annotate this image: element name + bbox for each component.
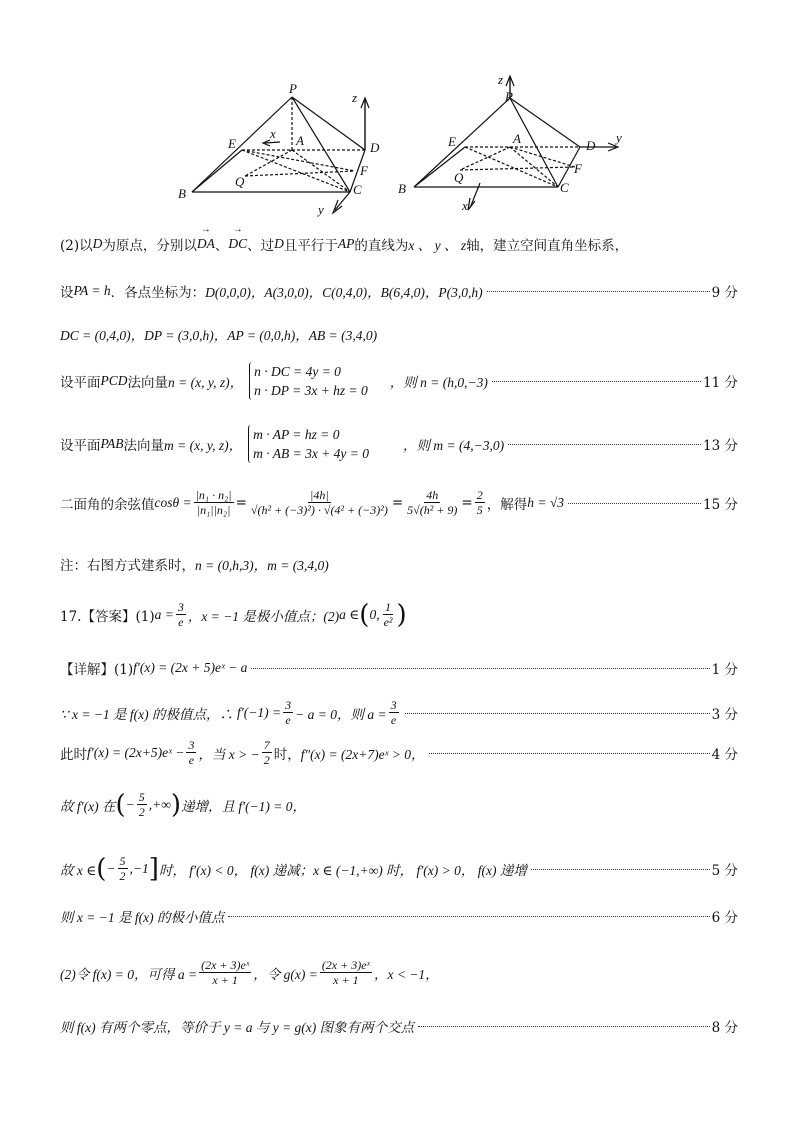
- pab-system: m · AP = hz = 0 m · AB = 3x + 4y = 0: [248, 425, 369, 463]
- coords-line: 设 PA = h ．各点坐标为： D(0,0,0)，A(3,0,0)，C(0,4,0)，B(6,4,0)，P(3,0,h) 9 分: [60, 283, 738, 301]
- dot-leader: [418, 1025, 709, 1027]
- label-x: x: [270, 126, 276, 141]
- vec-DC: → DC: [228, 236, 247, 252]
- normal-pcd: 设平面 PCD 法向量 n = (x, y, z)， n · DC = 4y = 0 n · DP = 3x + hz = 0 ，则 n = (h,0,−3) 11 分: [60, 364, 738, 398]
- label-y: y: [616, 130, 622, 145]
- score: 5 分: [711, 862, 738, 879]
- normal-pab: 设平面 PAB 法向量 m = (x, y, z)， m · AP = hz = 0 m · AB = 3x + 4y = 0 ，则 m = (4,−3,0) 13 分: [60, 427, 738, 461]
- detail-4: 故 f′(x) 在 ( − $\frac{5}{2}$ ,+∞ ) 递增，且 f′(−1) = 0，: [60, 789, 307, 820]
- label-Q: Q: [235, 174, 245, 189]
- label-C: C: [353, 182, 362, 197]
- dot-leader: [492, 380, 701, 382]
- figure-right-pyramid: [390, 70, 630, 220]
- dot-leader: [405, 712, 710, 714]
- detail-6: 则 x = −1 是 f(x) 的极小值点 6 分: [60, 906, 738, 926]
- detail-3: 此时 f′(x) = (2x+5)eˣ − $\frac{3}{e}$ ，当 x > − $\frac{7}{2}$ 时， f″(x) = (2x+7)eˣ > 0， 4 分: [60, 738, 738, 767]
- label-E: E: [228, 136, 236, 151]
- dot-leader: [429, 752, 710, 754]
- label-D: D: [586, 138, 596, 153]
- detail-5: 故 x ∈ ( − $\frac{5}{2}$ ,−1 ] 时， f′(x) < 0， f(x) 递减；x ∈ (−1,+∞) 时， f′(x) > 0， f(x) 递增 5 分: [60, 853, 738, 884]
- label-C: C: [560, 180, 569, 195]
- label-A: A: [513, 131, 521, 146]
- label-Q: Q: [454, 170, 464, 185]
- q17-answer: 17.【答案】(1) a = $\frac{3}{e}$ ，x = −1 是极小值点；(2) a ∈ ( 0, $\frac{1}{\text{e²}}$ ): [60, 599, 407, 630]
- label-P: P: [289, 81, 297, 96]
- vectors-line: DC = (0,4,0)，DP = (3,0,h)，AP = (0,0,h)，AB = (3,4,0): [60, 328, 378, 343]
- detail-8: 则 f(x) 有两个零点，等价于 y = a 与 y = g(x) 图象有两个交点 8 分: [60, 1016, 738, 1036]
- label-F: F: [360, 163, 368, 178]
- score: 4 分: [711, 746, 738, 763]
- dot-leader: [531, 868, 710, 870]
- cos-frac-2: $\frac{|4h|}{\text{√(h² + (−3)²) · √(4² + (−3)²)}}$: [250, 488, 388, 517]
- dot-leader: [508, 443, 701, 445]
- score: 15 分: [703, 496, 738, 513]
- p2-line: (2)以 D 为原点，分别以 → DA 、 → DC 、过 D 且平行于 AP 的直线为 x 、 y 、 z 轴，建立空间直角坐标系，: [60, 234, 738, 254]
- detail-2: ∵ x = −1 是 f(x) 的极值点，∴ f′(−1) = $\frac{3}{e}$ − a = 0，则 a = $\frac{3}{e}$ 3 分: [60, 698, 738, 727]
- dot-leader: [228, 915, 709, 917]
- dot-leader: [568, 502, 701, 504]
- dot-leader: [251, 667, 709, 669]
- cosine-line: 二面角的余弦值 cosθ = $\frac{\text{|n₁ · n₂|}}{\text{|n₁||n₂|}}$ = $\frac{|4h|}{\text{√(h² + (−3)²) · √(4² + (−3)²)}}$ = $\frac{4h}{\text{5√(h² + 9)}}$ = $\frac{2}{5}$ ，解得 h = √3 15 分: [60, 488, 738, 517]
- cos-frac-3: $\frac{4h}{\text{5√(h² + 9)}}$: [407, 488, 458, 517]
- label-z: z: [352, 90, 358, 105]
- score: 11 分: [703, 375, 738, 391]
- figure-left-pyramid: [170, 80, 400, 220]
- label-F: F: [574, 161, 582, 176]
- dot-leader: [487, 290, 710, 292]
- vec-DA: → DA: [197, 236, 215, 252]
- detail-1: 【详解】(1) f′(x) = (2x + 5)eˣ − a 1 分: [60, 660, 738, 678]
- score: 13 分: [703, 438, 738, 454]
- label-B: B: [398, 181, 406, 196]
- label-y: y: [318, 202, 324, 217]
- label-z: z: [498, 72, 504, 87]
- note-line: 注：右图方式建系时， n = (0,h,3)，m = (3,4,0): [60, 558, 329, 574]
- score: 6 分: [711, 910, 738, 926]
- label-P: P: [505, 89, 513, 104]
- detail-7: (2)令 f(x) = 0，可得 a = $\frac{\text{(2x + 3)eˣ}}{x + 1}$ ，令 g(x) = $\frac{\text{(2x + 3)eˣ}}{x + 1}$ ，x < −1，: [60, 958, 439, 987]
- label-A: A: [296, 133, 304, 148]
- label-B: B: [178, 186, 186, 201]
- pcd-system: n · DC = 4y = 0 n · DP = 3x + hz = 0: [249, 362, 368, 400]
- cos-frac-1: $\frac{\text{|n₁ · n₂|}}{\text{|n₁||n₂|}}$: [195, 488, 232, 517]
- cos-frac-4: $\frac{2}{5}$: [476, 488, 483, 517]
- score: 8 分: [711, 1020, 738, 1036]
- score: 9 分: [711, 285, 738, 301]
- label-D: D: [370, 140, 380, 155]
- score: 3 分: [711, 706, 738, 723]
- label-x: x: [462, 198, 468, 213]
- score: 1 分: [711, 662, 738, 678]
- label-E: E: [448, 134, 456, 149]
